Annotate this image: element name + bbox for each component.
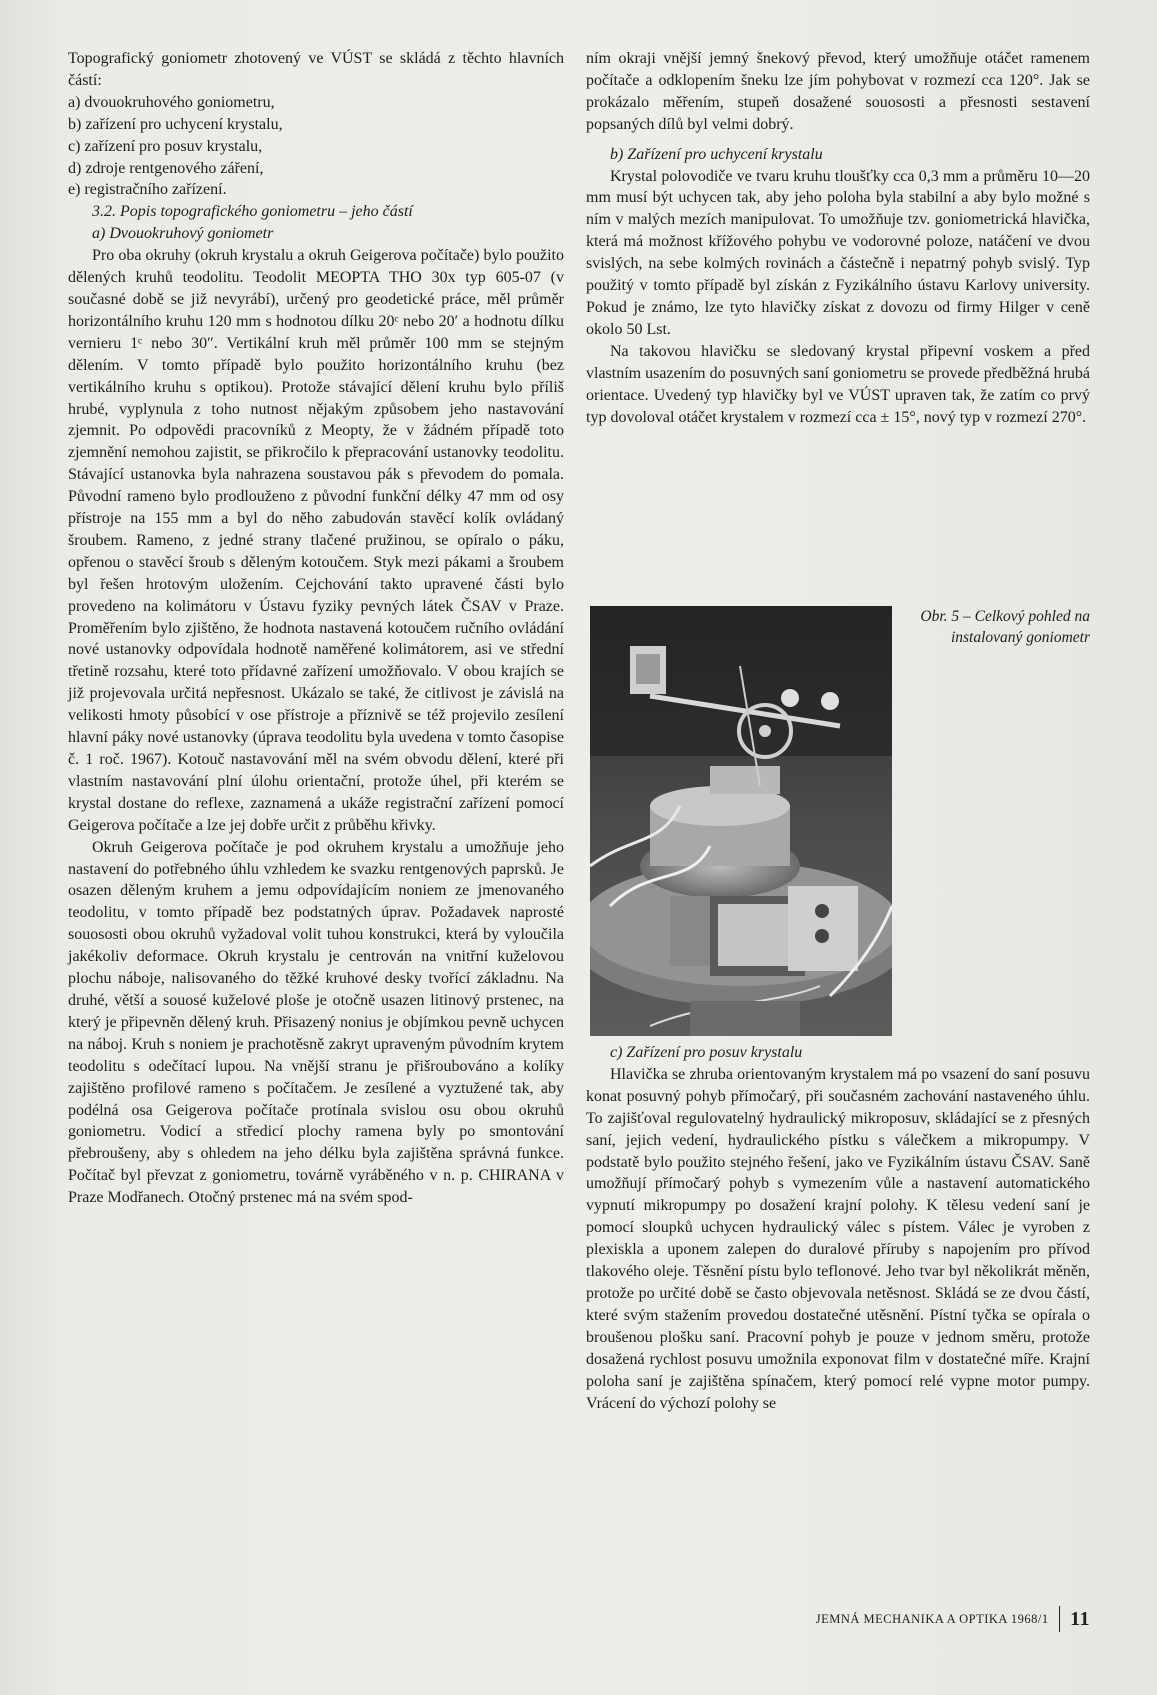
list-item: b) zařízení pro uchycení krystalu, (68, 115, 283, 133)
paragraph: Pro oba okruhy (okruh krystalu a okruh Geigerova počítače) bylo použito dělených kruhů teodolitu. Teodolit MEOPTA THO 30x typ 605-07 (v současné době se již nevyrábí), určený pro geodetické práce, měl průměr horizontálního kruhu 120 mm s hodnotou dílku 20ᶜ nebo 20′ a hodnotu dílku vernieru 1ᶜ nebo 30″. Vertikální kruh měl průměr 100 mm se stejným dělením. V tomto případě bylo použito horizontálního kruhu (bez vertikálního kruhu s optikou). Protože stávající dělení kruhu bylo příliš hrubé, vyplynula z toho nutnost nějakým způsobem jeho nastavování zjemnit. Po odpovědi pracovníků z Meopty, že v žádném případě toto zjemnění nemohou zajistit, se přikročilo k přepracování ustanovky teodolitu. Stávající ustanovka byla nahrazena soustavou pák s převodem do pomala. Původní rameno bylo prodlouženo z původní funkční délky 47 mm od osy přístroje na 155 mm a byl do něho zabudován stavěcí kolík ovládaný šroubem. Rameno, z jedné strany tlačené pružinou, se opíralo o páku, opřenou o stavěcí šroub s děleným kotoučem. Styk mezi pákami a šroubem byl řešen hrotovým uložením. Cejchování takto upravené části bylo provedeno na kolimátoru v Ústavu fyziky pevných látek ČSAV v Praze. Proměřením bylo zjištěno, že hodnota nastavená kotoučem ručního ovládání nové ustanovky odpovídala hodnotě naměřené kolimátorem, asi ve střední třetině rozsahu, které toto přídavné zařízení umožňovalo. V obou krajích se již projevovala určitá nepřesnost. Ukázalo se také, že citlivost je závislá na velikosti hmoty působící v ose přístroje a příznivě se též projevilo zesílení hlavní páky nové ustanovky (úprava teodolitu byla uvedena v tomto časopise č. 1 roč. 1967). Kotouč nastavování měl na svém obvodu dělení, které při vlastním nastavování plní úlohu orientační, protože úhel, při kterém se krystal dostane do reflexe, zaznamená a ukáže registrační zařízení pomocí Geigerova počítače a lze jej dobře určit z průběhu křivky. (68, 247, 564, 834)
paragraph: Krystal polovodiče ve tvaru kruhu tloušťky cca 0,3 mm a průměru 10—20 mm musí být uchycen tak, aby jeho poloha byla stabilní a aby bylo možné s ním v malých mezích manipulovat. To umožňuje tzv. goniometrická hlavička, která má možnost křížového pohybu ve vodorovné poloze, natáčení ve dvou svislých, na sebe kolmých rovinách a částečně i nepatrný pohyb svislý. Typ použitý v tomto případě byl získán z Fyzikálního ústavu Karlovy university. Pokud je známo, lze tyto hlavičky získat z dovozu od firmy Hilger v ceně okolo 50 Lst. (586, 167, 1090, 338)
journal-title: JEMNÁ MECHANIKA A OPTIKA 1968/1 (815, 1611, 1049, 1626)
paragraph: Okruh Geigerova počítače je pod okruhem krystalu a umožňuje jeho nastavení do potřebného úhlu vzhledem ke svazku rentgenových paprsků. Je osazen děleným kruhem a jemu odpovídajícím noniem ze jmenovaného teodolitu, v tomto případě bez podstatných úprav. Požadavek naprosté souososti obou okruhů vyžadoval volit tuhou konstrukci, která by vyloučila jakékoliv deformace. Okruh krystalu je centrován na vnitřní kuželovou plochu náboje, nalisovaného do těžké kruhové desky tvořící základnu. Na druhé, větší a souosé kuželové ploše je otočně usazen litinový prstenec, na který je připevněn dělený kruh. Přisazený nonius je objímkou pevně uchycen na náboj. Kruh s noniem je prachotěsně zakryt upraveným původním krytem teodolitu s odečítací lupou. Na vnější stranu je přišroubováno a kolíky zajištěno profilové rameno s počítačem. Je zesílené a vyztužené tak, aby podélná osa Geigerova počítače protínala svislou osu obou okruhů goniometru. Vodicí a středicí plochy ramena byly po smontování přebroušeny, aby s ohledem na jeho délku byla zajištěna správná funkce. Počítač byl převzat z goniometru, továrně vyráběného v n. p. CHIRANA v Praze Modřanech. Otočný prstenec má na svém spod- (68, 838, 564, 1207)
paragraph: Na takovou hlavičku se sledovaný krystal připevní voskem a před vlastním usazením do posuvných saní goniometru se provede předběžná hrubá orientace. Uvedený typ hlavičky byl ve VÚST upraven tak, že zatím co prvý typ dovoloval otáčet krystalem v rozmezí cca ± 15°, nový typ v rozmezí 270°. (586, 342, 1090, 426)
subsection-c-heading: c) Zařízení pro posuv krystalu (610, 1044, 803, 1061)
parts-list (68, 92, 564, 202)
goniometer-photo (590, 606, 892, 1036)
list-item: d) zdroje rentgenového záření, (68, 159, 264, 177)
footer-divider (1059, 1606, 1061, 1632)
intro-text: Topografický goniometr zhotovený ve VÚST se skládá z těchto hlavních částí: (68, 50, 564, 89)
list-item: a) dvouokruhového goniometru, (68, 93, 275, 111)
subsection-b-heading: b) Zařízení pro uchycení krystalu (610, 145, 823, 163)
figure-caption: Obr. 5 – Celkový pohled na instalovaný goniometr (920, 608, 1090, 646)
figure-5 (586, 606, 1090, 1036)
page-footer (780, 1604, 1090, 1634)
paragraph: Hlavička se zhruba orientovaným krystalem má po vsazení do saní posuvu konat posuvný pohyb přímočarý, při současném zachování nastaveného úhlu. To zajišťoval regulovatelný hydraulický mikroposuv, skládající se z přesných saní, jejich vedení, hydraulického pístku s válečkem a mikropumpy. V podstatě bylo použito stejného řešení, jako ve Fyzikálním ústavu ČSAV. Saně umožňují přímočarý pohyb s vymezením vůle a nastavení automatického vypnutí mikropumpy po dosažení krajní polohy. K tělesu vedení saní je pomocí sloupků uchycen hydraulický válec s pístem. Válec je vyroben z plexiskla a uponem zalepen do duralové příruby s napojením pro přívod tlakového oleje. Těsnění pístu bylo teflonové. Jeho tvar byl několikrát měněn, protože po určité době se často objevovala netěsnost. Skládá se ze dvou částí, které svým stažením provedou dostatečné utěsnění. Pístní tyčka se opírala o broušenou plošku saní. Pracovní pohyb je pouze v jednom směru, protože dosažená rychlost posuvu umožnila exponovat film v dostatečné míře. Krajní poloha saní je zajištěna spínačem, který pomocí relé vypne motor pumpy. Vrácení do výchozí polohy se (586, 1065, 1090, 1412)
list-item: c) zařízení pro posuv krystalu, (68, 137, 263, 155)
list-item: e) registračního zařízení. (68, 181, 227, 199)
right-column (586, 48, 1090, 428)
subsection-a-heading: a) Dvouokruhový goniometr (92, 225, 274, 243)
section-heading: 3.2. Popis topografického goniometru – jeho částí (92, 203, 413, 221)
left-column (68, 48, 564, 1209)
page-number: 11 (1070, 1607, 1090, 1630)
right-column-lower (586, 1042, 1090, 1414)
paragraph: ním okraji vnější jemný šnekový převod, který umožňuje otáčet ramenem počítače a odklopením šneku lze jím pohybovat v rozmezí cca 120°. Jak se prokázalo měřením, stupeň dosažené souososti a přesnosti sestavení popsaných dílů byl velmi dobrý. (586, 50, 1090, 133)
goniometer-photo-illustration (590, 606, 892, 1036)
